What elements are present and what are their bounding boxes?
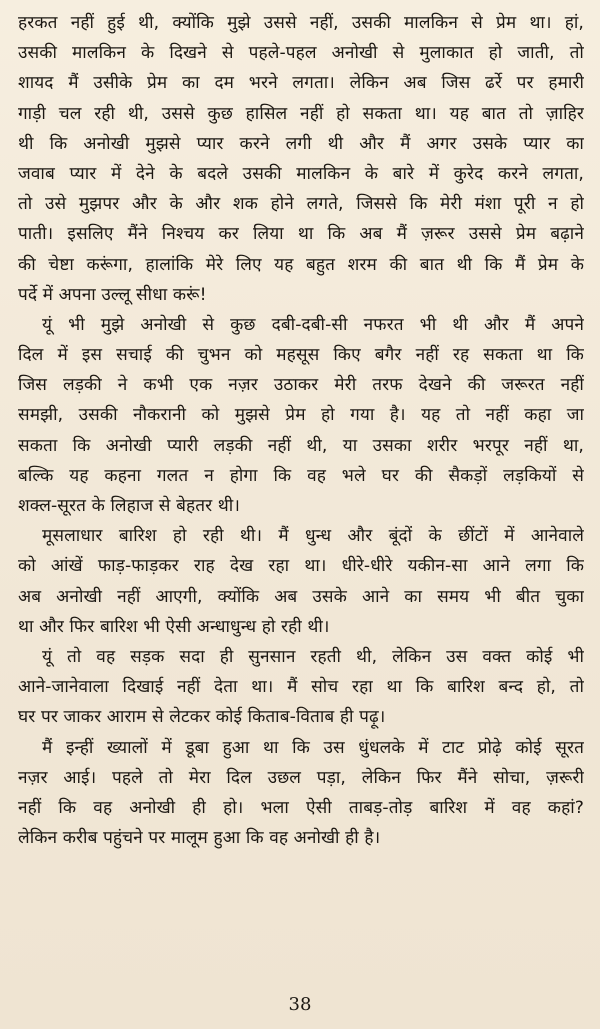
text-line: जवाब प्यार में देने के बदले उसकी मालकिन के बारे में कुरेद करने लगता, bbox=[18, 163, 584, 184]
text-line: घर पर जाकर आराम से लेटकर कोई किताब-विताब ही पढ़ू। bbox=[18, 707, 386, 728]
text-line: नज़र आई। पहले तो मेरा दिल उछल पड़ा, लेकिन फिर मैंने सोचा, ज़रूरी bbox=[18, 767, 584, 788]
text-line: सकता कि अनोखी प्यारी लड़की नहीं थी, या उसका शरीर भरपूर नहीं था, bbox=[18, 435, 584, 456]
text-line: जिस लड़की ने कभी एक नज़र उठाकर मेरी तरफ देखने की जरूरत नहीं bbox=[18, 375, 584, 396]
page-number: 38 bbox=[288, 994, 312, 1015]
text-line: आने-जानेवाला दिखाई नहीं देता था। मैं सोच रहा था कि बारिश बन्द हो, तो bbox=[18, 677, 584, 698]
text-line: पाती। इसलिए मैंने निश्चय कर लिया था कि अब मैं ज़रूर उससे प्रेम बढ़ाने bbox=[18, 224, 584, 245]
text-line: मैं इन्हीं ख्यालों में डूबा हुआ था कि उस धुंधलके में टाट प्रोढ़े कोई सूरत bbox=[42, 737, 584, 758]
text-line: गाड़ी चल रही थी, उससे कुछ हासिल नहीं हो सकता था। यह बात तो ज़ाहिर bbox=[18, 103, 584, 124]
text-line: दिल में इस सचाई की चुभन को महसूस किए बगैर नहीं रह सकता था कि bbox=[18, 345, 584, 366]
text-line: शायद मैं उसीके प्रेम का दम भरने लगता। लेकिन अब जिस ढर्रे पर हमारी bbox=[18, 73, 584, 94]
text-line: पर्दे में अपना उल्लू सीधा करूं! bbox=[18, 284, 207, 305]
text-line: मूसलाधार बारिश हो रही थी। मैं धुन्ध और बूंदों के छींटों में आनेवाले bbox=[42, 526, 584, 547]
text-line: तो उसे मुझपर और के और शक होने लगते, जिससे कि मेरी मंशा पूरी न हो bbox=[18, 194, 584, 215]
text-line: को आंखें फाड़-फाड़कर राह देख रहा था। धीरे-धीरे यकीन-सा आने लगा कि bbox=[18, 556, 584, 577]
text-line: लेकिन करीब पहुंचने पर मालूम हुआ कि वह अनोखी ही है। bbox=[18, 828, 381, 849]
text-line: था और फिर बारिश भी ऐसी अन्धाधुन्ध हो रही थी। bbox=[18, 616, 330, 637]
text-line: बल्कि यह कहना गलत न होगा कि वह भले घर की सैकड़ों लड़कियों से bbox=[18, 465, 584, 486]
text-line: उसकी मालकिन के दिखने से पहले-पहल अनोखी से मुलाकात हो जाती, तो bbox=[18, 43, 584, 64]
text-line: थी कि अनोखी मुझसे प्यार करने लगी थी और मैं अगर उसके प्यार का bbox=[18, 133, 584, 154]
text-line: की चेष्टा करूंगा, हालांकि मेरे लिए यह बहुत शरम की बात थी कि मैं प्रेम के bbox=[18, 254, 584, 275]
text-line: शक्ल-सूरत के लिहाज से बेहतर थी। bbox=[18, 496, 240, 516]
body-text bbox=[18, 8, 584, 853]
text-line: समझी, उसकी नौकरानी को मुझसे प्रेम हो गया है। यह तो नहीं कहा जा bbox=[18, 405, 584, 426]
text-line: यूं भी मुझे अनोखी से कुछ दबी-दबी-सी नफरत भी थी और मैं अपने bbox=[42, 314, 584, 335]
text-line: अब अनोखी नहीं आएगी, क्योंकि अब उसके आने का समय भी बीत चुका bbox=[18, 586, 584, 607]
text-line: यूं तो वह सड़क सदा ही सुनसान रहती थी, लेकिन उस वक्त कोई भी bbox=[42, 646, 584, 667]
text-line: हरकत नहीं हुई थी, क्योंकि मुझे उससे नहीं, उसकी मालकिन से प्रेम था। हां, bbox=[18, 13, 584, 33]
text-line: नहीं कि वह अनोखी ही हो। भला ऐसी ताबड़-तोड़ बारिश में वह कहां? bbox=[18, 797, 584, 818]
